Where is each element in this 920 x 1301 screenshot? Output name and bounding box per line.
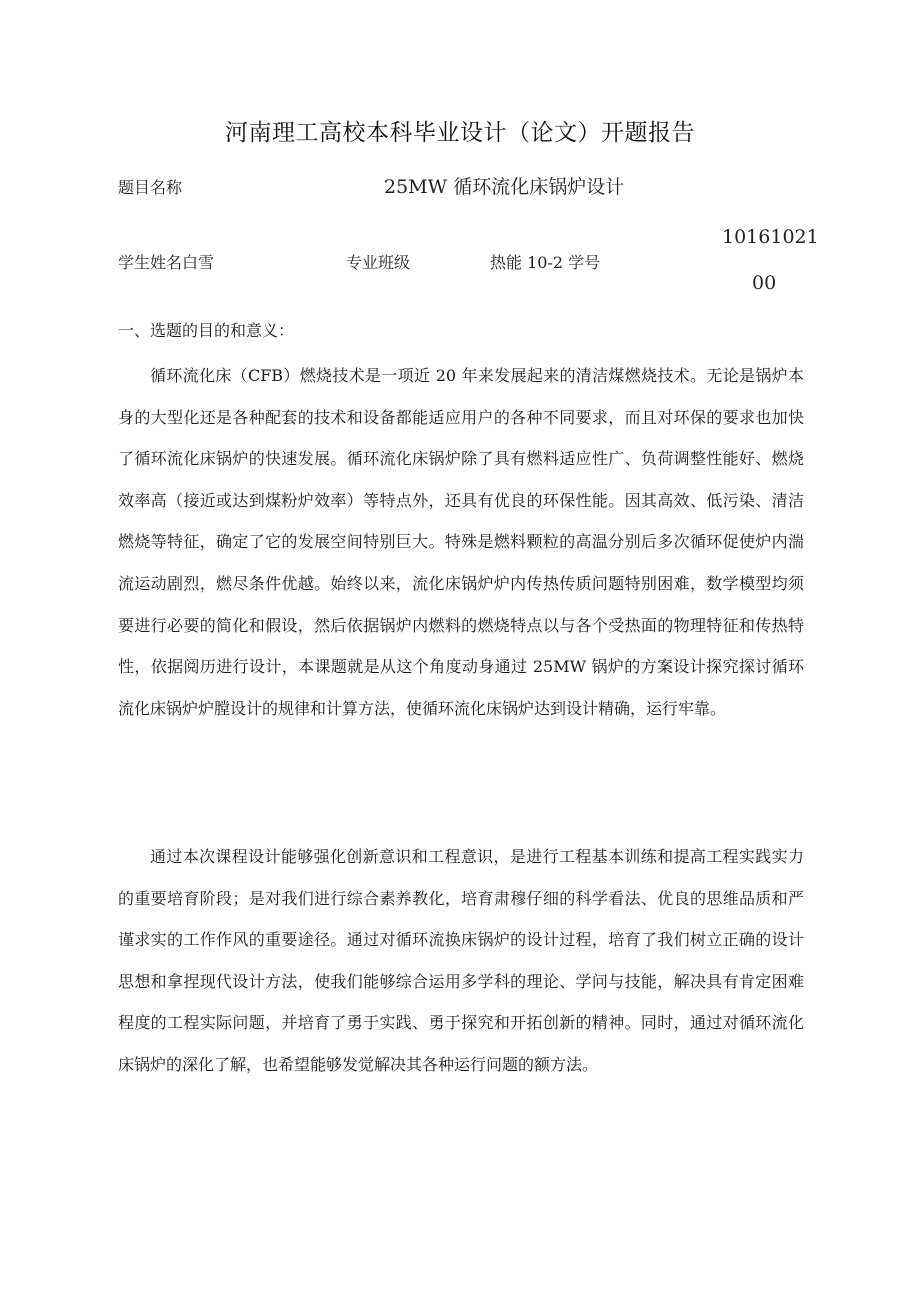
topic-value: 25MW 循环流化床锅炉设计: [384, 176, 625, 198]
major-class-label: 专业班级: [346, 253, 411, 272]
topic-label: 题目名称: [118, 178, 183, 197]
student-id-line1: 10161021: [722, 226, 819, 248]
paragraph-significance: 通过本次课程设计能够强化创新意识和工程意识，是进行工程基本训练和提高工程实践实力的重要培育阶段；是对我们进行综合素养教化，培育肃穆仔细的科学看法、优良的思维品质和严谨求实的工作作风的重要途径。通过对循环流换床锅炉的设计过程，培育了我们树立正确的设计思想和拿捏现代设计方法，使我们能够综合运用多学科的理论、学问与技能，解决具有肯定困难程度的工程实际问题，并培育了勇于实践、勇于探究和开拓创新的精神。同时，通过对循环流化床锅炉的深化了解，也希望能够发觉解决其各种运行问题的额方法。: [118, 847, 804, 1074]
document-title: 河南理工高校本科毕业设计（论文）开题报告: [225, 120, 695, 146]
major-class-value: 热能 10-2 学号: [490, 253, 601, 272]
section-heading-purpose: 一、选题的目的和意义：: [118, 321, 295, 340]
student-id-line2: 00: [752, 272, 777, 294]
paragraph-purpose: 循环流化床（CFB）燃烧技术是一项近 20 年来发展起来的清洁煤燃烧技术。无论是锅炉本身的大型化还是各种配套的技术和设备都能适应用户的各种不同要求，而且对环保的要求也加快了循环流化床锅炉的快速发展。循环流化床锅炉除了具有燃料适应性广、负荷调整性能好、燃烧效率高（接近或达到煤粉炉效率）等特点外，还具有优良的环保性能。因其高效、低污染、清洁燃烧等特征，确定了它的发展空间特别巨大。特殊是燃料颗粒的高温分别后多次循环促使炉内湍流运动剧烈，燃尽条件优越。始终以来，流化床锅炉炉内传热传质问题特别困难，数学模型均须要进行必要的简化和假设，然后依据锅炉内燃料的燃烧特点以与各个受热面的物理特征和传热特性，依据阅历进行设计，本课题就是从这个角度动身通过 25MW 锅炉的方案设计探究探讨循环流化床锅炉炉膛设计的规律和计算方法，使循环流化床锅炉达到设计精确，运行牢靠。: [118, 366, 804, 718]
student-name-label: 学生姓名白雪: [118, 253, 215, 272]
